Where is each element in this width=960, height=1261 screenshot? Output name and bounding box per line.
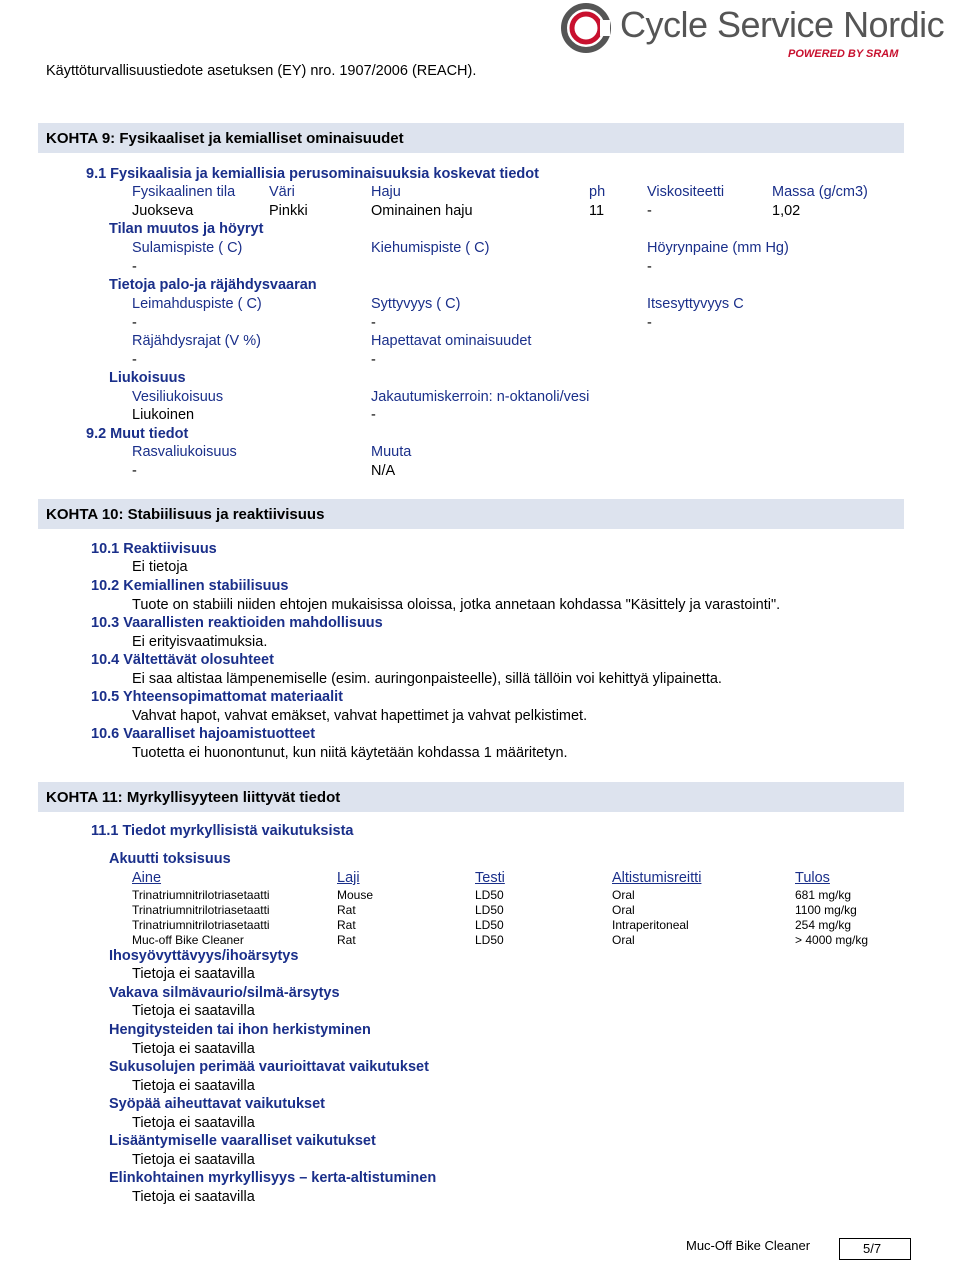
value-melting-point: - — [132, 259, 137, 275]
text-mutagenicity: Tietoja ei saatavilla — [132, 1078, 255, 1094]
text-10-1: Ei tietoja — [132, 559, 188, 575]
value-water-solubility: Liukoinen — [132, 407, 195, 423]
value-flash-point: - — [132, 315, 137, 331]
cell-result: > 4000 mg/kg — [795, 933, 869, 947]
label-other: Muuta — [371, 444, 412, 460]
label-flash-point: Leimahduspiste ( C) — [132, 296, 262, 312]
label-odor: Haju — [371, 184, 401, 200]
cell-substance: Trinatriumnitrilotriasetaatti — [132, 903, 270, 917]
value-density: 1,02 — [772, 203, 801, 219]
section-9-title: KOHTA 9: Fysikaaliset ja kemialliset ominaisuudet — [46, 130, 404, 147]
text-10-2: Tuote on stabiili niiden ehtojen mukaisissa oloissa, jotka annetaan kohdassa "Käsittely ja varastointi". — [132, 597, 781, 613]
text-sensitisation: Tietoja ei saatavilla — [132, 1041, 255, 1057]
footer-page-box — [839, 1238, 911, 1260]
section-10-title: KOHTA 10: Stabiilisuus ja reaktiivisuus — [46, 506, 325, 523]
subsection-10-6: 10.6 Vaaralliset hajoamistuotteet — [91, 726, 316, 742]
logo-text: Cycle Service Nordic — [620, 4, 945, 45]
heading-eye-damage: Vakava silmävaurio/silmä-ärsytys — [109, 985, 340, 1001]
value-physical-state: Juokseva — [132, 203, 194, 219]
section-11-title: KOHTA 11: Myrkyllisyyteen liittyvät tiedot — [46, 789, 341, 806]
value-ph: 11 — [589, 203, 605, 219]
footer-product-name: Muc-Off Bike Cleaner — [686, 1238, 811, 1253]
subsection-10-3: 10.3 Vaarallisten reaktioiden mahdollisuus — [91, 615, 383, 631]
text-10-4: Ei saa altistaa lämpenemiselle (esim. auringonpaisteelle), sillä tällöin voi kehittyä ylipainetta. — [132, 671, 722, 687]
text-10-6: Tuotetta ei huonontunut, kun niitä käytetään kohdassa 1 määritetyn. — [132, 745, 568, 761]
cell-route: Intraperitoneal — [612, 918, 689, 932]
document-title: Käyttöturvallisuustiedote asetuksen (EY) nro. 1907/2006 (REACH). — [46, 63, 477, 79]
logo-tagline: POWERED BY SRAM — [788, 48, 899, 60]
cell-test: LD50 — [475, 888, 504, 902]
value-odor: Ominainen haju — [371, 203, 473, 219]
heading-stot-single: Elinkohtainen myrkyllisyys – kerta-altistuminen — [109, 1170, 437, 1186]
text-reproductive-toxicity: Tietoja ei saatavilla — [132, 1152, 255, 1168]
heading-state-change: Tilan muutos ja höyryt — [109, 221, 264, 237]
text-10-5: Vahvat hapot, vahvat emäkset, vahvat hapettimet ja vahvat pelkistimet. — [132, 708, 588, 724]
label-ph: ph — [589, 184, 606, 200]
subsection-10-5: 10.5 Yhteensopimattomat materiaalit — [91, 689, 343, 705]
cell-route: Oral — [612, 888, 635, 902]
cell-test: LD50 — [475, 933, 504, 947]
label-flammability: Syttyvyys ( C) — [371, 296, 461, 312]
label-boiling-point: Kiehumispiste ( C) — [371, 240, 490, 256]
cell-result: 1100 mg/kg — [795, 903, 857, 917]
cell-test: LD50 — [475, 918, 504, 932]
company-logo — [560, 0, 945, 70]
subsection-10-1: 10.1 Reaktiivisuus — [91, 541, 217, 557]
value-fat-solubility: - — [132, 463, 137, 479]
value-other: N/A — [371, 463, 396, 479]
cell-substance: Trinatriumnitrilotriasetaatti — [132, 888, 270, 902]
label-color: Väri — [269, 184, 295, 200]
heading-reproductive-toxicity: Lisääntymiselle vaaralliset vaikutukset — [109, 1133, 376, 1149]
value-oxidizing: - — [371, 352, 376, 368]
value-viscosity: - — [647, 203, 652, 219]
label-melting-point: Sulamispiste ( C) — [132, 240, 243, 256]
subsection-9-2: 9.2 Muut tiedot — [86, 426, 189, 442]
cell-species: Mouse — [337, 888, 374, 902]
column-header-species: Laji — [337, 870, 360, 886]
text-skin-corrosion: Tietoja ei saatavilla — [132, 966, 255, 982]
label-fat-solubility: Rasvaliukoisuus — [132, 444, 237, 460]
section-10-header — [38, 499, 904, 529]
cell-species: Rat — [337, 933, 356, 947]
section-9-header — [38, 123, 904, 153]
heading-mutagenicity: Sukusolujen perimää vaurioittavat vaikutukset — [109, 1059, 429, 1075]
label-viscosity: Viskositeetti — [647, 184, 725, 200]
text-carcinogenicity: Tietoja ei saatavilla — [132, 1115, 255, 1131]
value-flammability: - — [371, 315, 376, 331]
value-color: Pinkki — [269, 203, 308, 219]
heading-solubility: Liukoisuus — [109, 370, 186, 386]
label-partition-coefficient: Jakautumiskerroin: n-oktanoli/vesi — [371, 389, 590, 405]
label-autoignition: Itsesyttyvyys C — [647, 296, 744, 312]
label-density: Massa (g/cm3) — [772, 184, 868, 200]
subsection-10-2: 10.2 Kemiallinen stabiilisuus — [91, 578, 289, 594]
label-oxidizing: Hapettavat ominaisuudet — [371, 333, 532, 349]
text-stot-single: Tietoja ei saatavilla — [132, 1189, 255, 1205]
text-10-3: Ei erityisvaatimuksia. — [132, 634, 268, 650]
value-partition-coefficient: - — [371, 407, 376, 423]
label-vapor-pressure: Höyrynpaine (mm Hg) — [647, 240, 789, 256]
column-header-test: Testi — [475, 870, 505, 886]
heading-carcinogenicity: Syöpää aiheuttavat vaikutukset — [109, 1096, 325, 1112]
cell-result: 254 mg/kg — [795, 918, 852, 932]
cell-species: Rat — [337, 918, 356, 932]
subsection-9-1: 9.1 Fysikaalisia ja kemiallisia perusominaisuuksia koskevat tiedot — [86, 166, 539, 182]
cell-test: LD50 — [475, 903, 504, 917]
page-number: 5/7 — [863, 1241, 882, 1256]
column-header-route: Altistumisreitti — [612, 870, 702, 886]
cell-substance: Trinatriumnitrilotriasetaatti — [132, 918, 270, 932]
value-vapor-pressure: - — [647, 259, 652, 275]
label-water-solubility: Vesiliukoisuus — [132, 389, 224, 405]
cell-result: 681 mg/kg — [795, 888, 852, 902]
heading-fire-explosion: Tietoja palo-ja räjähdysvaaran — [109, 277, 317, 293]
section-11-header — [38, 782, 904, 812]
cell-species: Rat — [337, 903, 356, 917]
label-explosion-limits: Räjähdysrajat (V %) — [132, 333, 261, 349]
column-header-substance: Aine — [132, 870, 162, 886]
heading-skin-corrosion: Ihosyövyttävyys/ihoärsytys — [109, 948, 299, 964]
cell-route: Oral — [612, 933, 635, 947]
subsection-11-1: 11.1 Tiedot myrkyllisistä vaikutuksista — [91, 823, 354, 839]
subsection-10-4: 10.4 Vältettävät olosuhteet — [91, 652, 274, 668]
text-eye-damage: Tietoja ei saatavilla — [132, 1003, 255, 1019]
cell-route: Oral — [612, 903, 635, 917]
value-autoignition: - — [647, 315, 652, 331]
heading-sensitisation: Hengitysteiden tai ihon herkistyminen — [109, 1022, 371, 1038]
cell-substance: Muc-off Bike Cleaner — [132, 933, 244, 947]
heading-acute-toxicity: Akuutti toksisuus — [109, 851, 231, 867]
label-physical-state: Fysikaalinen tila — [132, 184, 236, 200]
column-header-result: Tulos — [795, 870, 830, 886]
value-explosion-limits: - — [132, 352, 137, 368]
